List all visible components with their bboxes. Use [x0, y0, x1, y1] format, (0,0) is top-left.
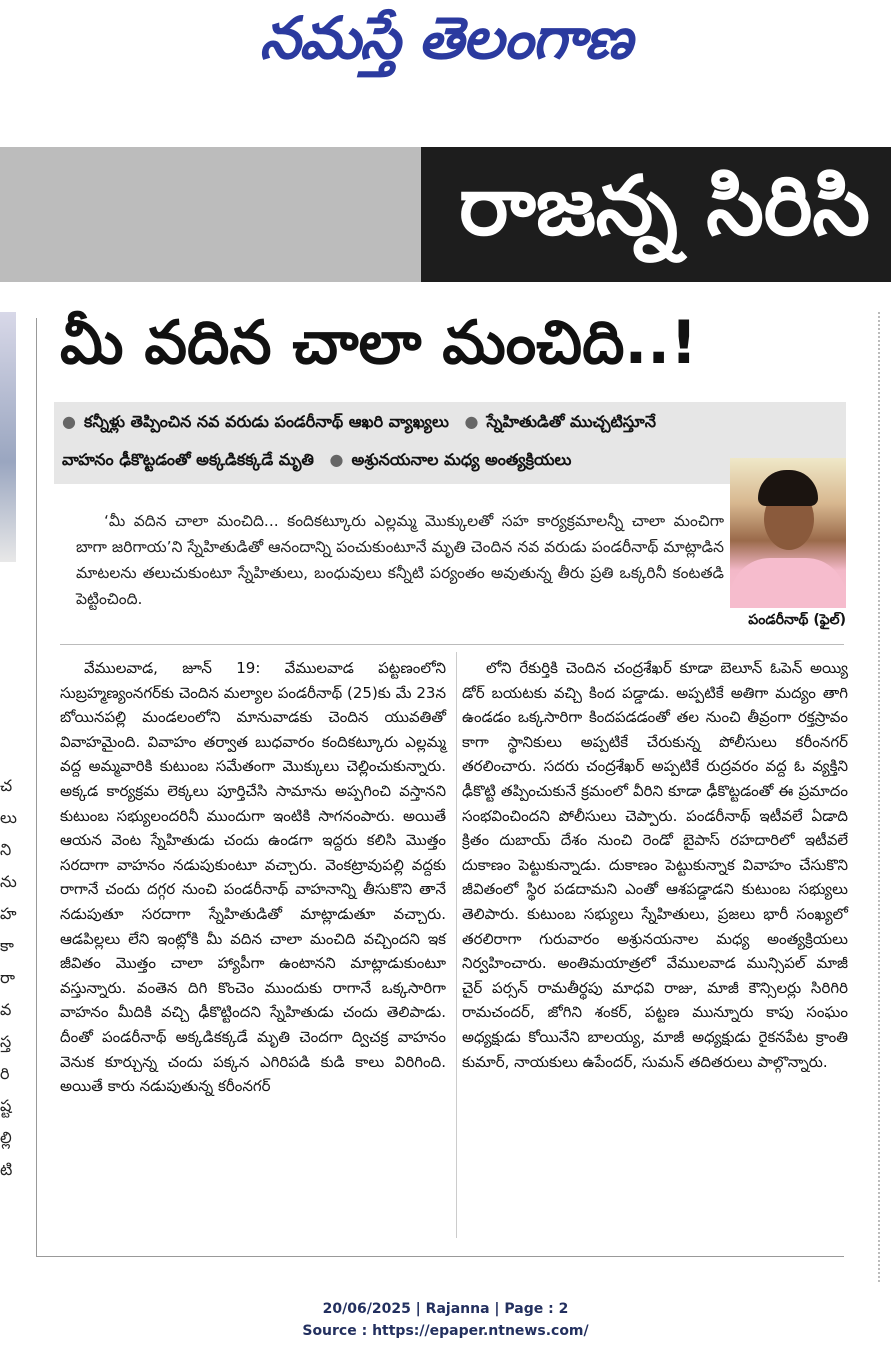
- photo-hair: [758, 470, 818, 506]
- fragment: ని: [0, 840, 12, 859]
- page-footer: [0, 1298, 891, 1342]
- fragment: హ: [0, 904, 17, 923]
- subhead-text: అశ్రునయనాల మధ్య అంత్యక్రియలు: [351, 450, 572, 469]
- section-banner: [421, 147, 891, 282]
- column-divider-left: [36, 318, 37, 1256]
- bullet-icon: ●: [464, 412, 479, 431]
- subhead-text: స్నేహితుడితో ముచ్చటిస్తూనే: [486, 412, 656, 431]
- section-banner-title: రాజన్న సిరిసి: [459, 159, 870, 254]
- divider-rule: [60, 644, 844, 645]
- portrait-photo: [730, 458, 846, 608]
- fragment: రి: [0, 1064, 10, 1083]
- fragment: కా: [0, 936, 14, 955]
- article-intro: [76, 508, 724, 612]
- masthead-logo: [0, 0, 891, 80]
- column-divider-right: [878, 312, 890, 1282]
- intro-text: ‘మీ వదిన చాలా మంచిది... కందికట్కూరు ఎల్లమ్మ మొక్కులతో సహ కార్యక్రమాలన్నీ చాలా మంచిగా బాగా జరిగాయ’ని స్నేహితుడితో ఆనందాన్ని పంచుకుంటూనే మృతి చెందిన నవ వరుడు పండరీనాథ్ మాట్లాడిన మాటలను తలుచుకుంటూ స్నేహితులు, బంధువులు కన్నీటి పర్యంతం అవుతున్న తీరు ప్రతి ఒక్కరినీ కంటతడి పెట్టించింది.: [76, 512, 724, 608]
- article-headline: మీ వదిన చాలా మంచిది..!: [60, 308, 698, 378]
- body-column-1: [60, 656, 446, 1099]
- bullet-icon: ●: [329, 450, 344, 469]
- fragment: చ: [0, 776, 13, 795]
- photo-caption: పండరీనాథ్ (ఫైల్): [748, 612, 846, 628]
- body-text: లోని రేకుర్తికి చెందిన చంద్రశేఖర్ కూడా బెలూన్ ఓపెన్ అయ్యి డోర్ బయటకు వచ్చి కింద పడ్డాడు. అప్పటికే అతిగా మద్యం తాగి ఉండడం ఒక్కసారిగా కిందపడడంతో తల నుంచి తీవ్రంగా రక్తస్రావం కాగా స్థానికులు అప్పటికే చేరుకున్న పోలీసులు కరీంనగర్ తరలించారు. సదరు చంద్రశేఖర్ అప్పటికే రుద్రవరం వద్ద ఓ వ్యక్తిని ఢీకొట్టి తప్పించుకునే క్రమంలో వీరిని కూడా ఢీకొట్టడంతో ఈ ప్రమాదం సంభవించిందని పోలీసులు చెప్పారు. పండరీనాథ్ ఇటీవలే ఏడాది క్రితం దుబాయ్ దేశం నుంచి రెండో బైపాస్ రహదారిలో ఇటీవలే దుకాణం పెట్టుకున్నాడు. దుకాణం పెట్టుకున్నాక వివాహం చేసుకొని జీవితంలో స్థిర పడదామని ఎంతో ఆశపడ్డాడని కుటుంబ సభ్యులు తెలిపారు. కుటుంబ సభ్యులు స్నేహితులు, ప్రజలు భారీ సంఖ్యలో తరలిరాగా గురువారం అశ్రునయనాల మధ్య అంత్యక్రియలు నిర్వహించారు. అంతిమయాత్రలో వేములవాడ మున్సిపల్ మాజీ చైర్ పర్సన్ రామతీర్థపు మాధవి రాజు, మాజీ కౌన్సిలర్లు సిరిగిరి రామచందర్, జోగిని శంకర్, పట్టణ మున్నూరు కాపు సంఘం అధ్యక్షుడు కోయినేని బాలయ్య, మాజీ అధ్యక్షుడు రైకనపేట క్రాంతి కుమార్, నాయకులు ఉపేందర్, సుమన్ తదితరులు పాల్గొన్నారు.: [462, 659, 848, 1071]
- fragment: వ: [0, 1000, 12, 1019]
- fragment: స్త: [0, 1032, 12, 1051]
- bullet-icon: ●: [62, 412, 76, 431]
- body-text: వేములవాడ, జూన్ 19: వేములవాడ పట్టణంలోని సుబ్రహ్మణ్యంనగర్‌కు చెందిన మల్యాల పండరీనాథ్ (25)కు మే 23న బోయినపల్లి మండలంలోని మానువాడకు చెందిన యువతితో వివాహమైంది. వివాహం తర్వాత బుధవారం కందికట్కూరు ఎల్లమ్మ వద్ద అమ్మవారికి కుటుంబ సమేతంగా మొక్కులు చెల్లించుకున్నారు. అక్కడ కార్యక్రమ లెక్కలు పూర్తిచేసి సామాను అప్పగించి వస్తానని కుటుంబ సభ్యులందరినీ ముందుగా ఇంటికి సాగనంపారు. అయితే ఆయన వెంట స్నేహితుడు చందు ఉండగా ఇద్దరు కలిసి మొత్తం సరదాగా వాహనం నడుపుకుంటూ వచ్చారు. వెంకట్రావుపల్లి వద్దకు రాగానే చందు దగ్గర నుంచి పండరీనాథ్ వాహనాన్ని తీసుకొని తానే నడుపుతూ సరదాగా స్నేహితుడితో మాట్లాడుతూ వచ్చారు. ఆడపిల్లలు లేని ఇంట్లోకి మీ వదిన చాలా మంచిది వచ్చిందని ఇక జీవితం మొత్తం చాలా హ్యాపీగా ఉంటానని మాట్లాడుకుంటూ వస్తున్నారు. వంతెన దిగి కొంచెం ముందుకు రాగానే ఒక్కసారిగా వాహనం మీదికి వచ్చి ఢీకొట్టిందని స్నేహితుడు చందు తెలిపాడు. దీంతో పండరీనాథ్ అక్కడికక్కడే మృతి చెందగా ద్విచక్ర వాహనం వెనుక కూర్చున్న చందు పక్కన ఎగిరిపడి కుడి కాలు విరిగింది. అయితే కారు నడుపుతున్న కరీంనగర్: [60, 659, 446, 1096]
- fragment: రా: [0, 968, 15, 987]
- subhead-line-1: [62, 412, 656, 435]
- fragment: ల్లి: [0, 1128, 12, 1147]
- adjacent-article-photo: [0, 312, 16, 562]
- footer-date-page: 20/06/2025 | Rajanna | Page : 2: [322, 1301, 569, 1317]
- section-banner-grey: [0, 147, 421, 282]
- bottom-rule: [36, 1256, 844, 1257]
- subhead-line-2: [62, 450, 571, 473]
- subhead-text: కన్నీళ్లు తెప్పించిన నవ వరుడు పండరీనాథ్ ఆఖరి వ్యాఖ్యలు: [83, 412, 449, 431]
- photo-shirt: [730, 558, 846, 608]
- column-separator: [456, 652, 457, 1238]
- footer-source-link[interactable]: Source : https://epaper.ntnews.com/: [302, 1323, 589, 1339]
- adjacent-article-fragments: [0, 770, 18, 1186]
- fragment: ష్ట: [0, 1096, 12, 1115]
- body-column-2: [462, 656, 848, 1074]
- fragment: లు: [0, 808, 17, 827]
- fragment: ను: [0, 872, 17, 891]
- subhead-text: వాహనం ఢీకొట్టడంతో అక్కడికక్కడే మృతి: [62, 450, 314, 469]
- masthead-title: నమస్తే తెలంగాణ: [259, 4, 632, 72]
- fragment: టి: [0, 1160, 13, 1179]
